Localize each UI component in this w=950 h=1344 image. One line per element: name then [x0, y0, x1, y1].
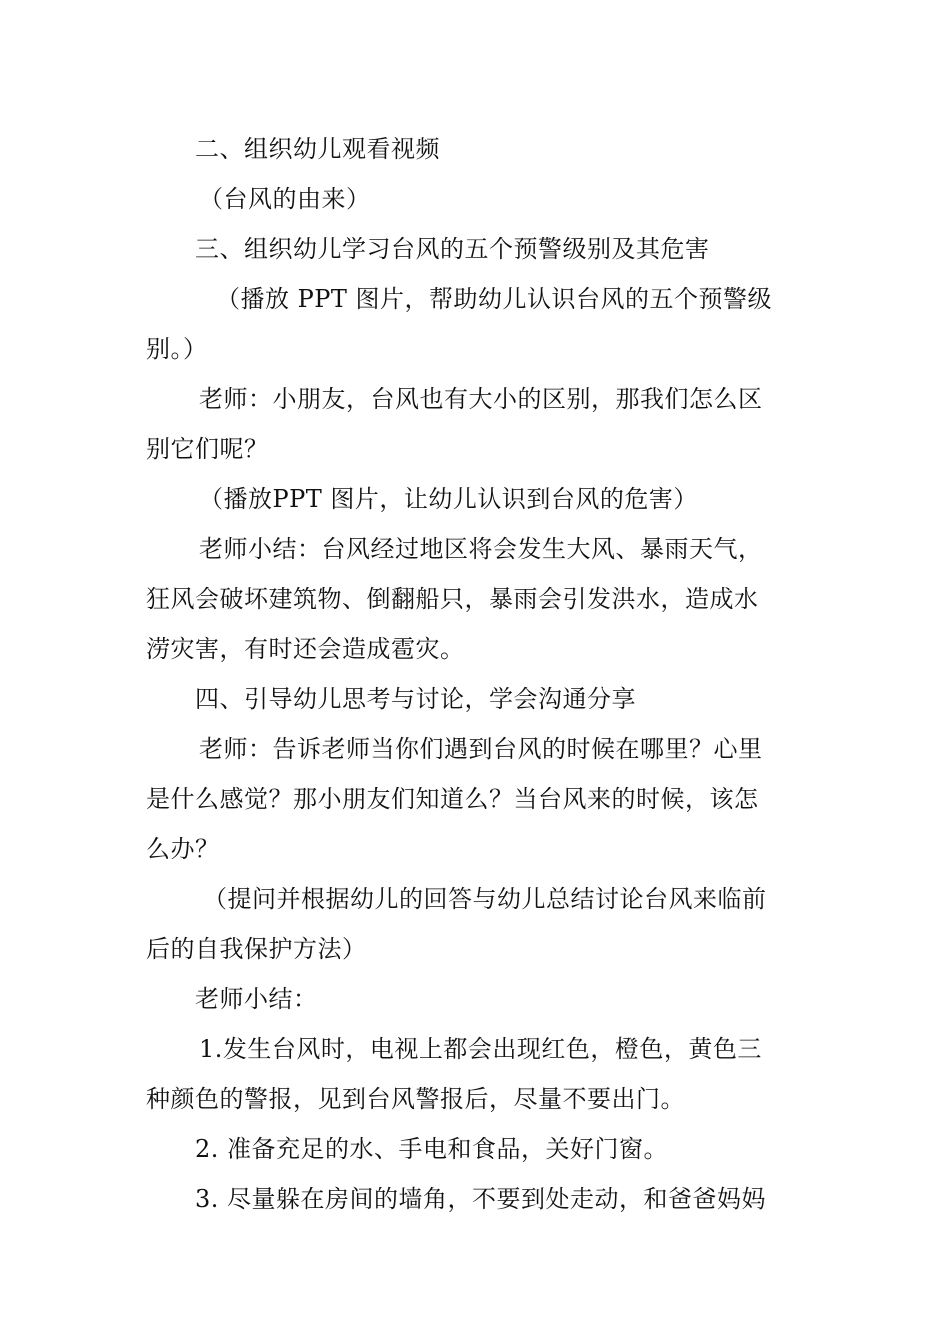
- paragraph-line: 么办？: [146, 835, 220, 863]
- paragraph-line: 后的自我保护方法）: [146, 935, 367, 963]
- heading-section-2: 二、组织幼儿观看视频: [195, 135, 440, 163]
- paragraph-line: 种颜色的警报，见到台风警报后，尽量不要出门。: [146, 1085, 685, 1113]
- paragraph-line: 老师：小朋友，台风也有大小的区别，那我们怎么区: [199, 385, 763, 413]
- heading-section-3: 三、组织幼儿学习台风的五个预警级别及其危害: [195, 235, 710, 263]
- paragraph-line: 老师：告诉老师当你们遇到台风的时候在哪里？心里: [199, 735, 763, 763]
- paragraph-line: 别。）: [146, 335, 208, 363]
- paragraph-line: 别它们呢？: [146, 435, 269, 463]
- paragraph-line: 老师小结：: [195, 985, 318, 1013]
- paragraph-line: （播放 PPT 图片，帮助幼儿认识台风的五个预警级: [216, 285, 773, 313]
- paragraph-line: （播放PPT 图片，让幼儿认识到台风的危害）: [199, 485, 698, 513]
- paragraph-line: 狂风会破坏建筑物、倒翻船只，暴雨会引发洪水，造成水: [146, 585, 759, 613]
- paragraph-line: （台风的由来）: [199, 185, 371, 213]
- list-item: 1.发生台风时，电视上都会出现红色，橙色，黄色三: [199, 1035, 762, 1063]
- heading-section-4: 四、引导幼儿思考与讨论，学会沟通分享: [195, 685, 636, 713]
- paragraph-line: 涝灾害，有时还会造成雹灾。: [146, 635, 465, 663]
- paragraph-line: 老师小结：台风经过地区将会发生大风、暴雨天气，: [199, 535, 763, 563]
- list-item: 3. 尽量躲在房间的墙角，不要到处走动，和爸爸妈妈: [195, 1185, 767, 1213]
- list-item: 2. 准备充足的水、手电和食品，关好门窗。: [195, 1135, 669, 1163]
- paragraph-line: 是什么感觉？那小朋友们知道么？当台风来的时候，该怎: [146, 785, 759, 813]
- paragraph-line: （提问并根据幼儿的回答与幼儿总结讨论台风来临前: [203, 885, 767, 913]
